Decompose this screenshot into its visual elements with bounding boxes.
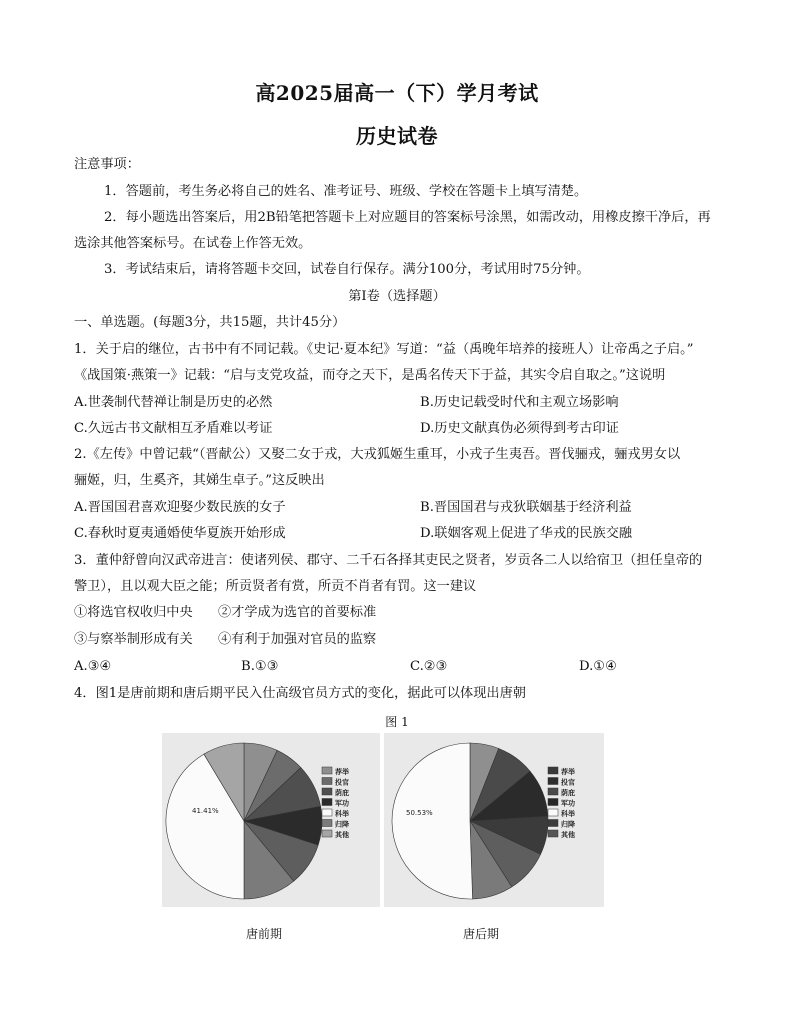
legend-label: 荐举 xyxy=(335,768,349,776)
legend-label: 科举 xyxy=(335,810,349,818)
notice-item-3: 3．考试结束后，请将答题卡交回，试卷自行保存。满分100分，考试用时75分钟。 xyxy=(104,262,590,277)
q3-statement-1: ①将选官权收归中央 xyxy=(74,605,193,620)
legend-label: 科举 xyxy=(561,810,575,818)
legend-label: 荫庇 xyxy=(335,789,349,797)
pie-percent-label: 41.41% xyxy=(192,807,219,815)
exam-subtitle: 历史试卷 xyxy=(356,124,438,148)
q3-stem-line2: 警卫），且以观大臣之能；所贡贤者有赏，所贡不肖者有罚。这一建议 xyxy=(74,579,477,594)
q1-stem-line2: 《战国策·燕策一》记载：“启与支党攻益，而夺之天下，是禹名传天下于益，其实令启自取之。”这说明 xyxy=(74,368,666,383)
q2-stem-line2: 骊姬，归，生奚齐，其娣生卓子。”这反映出 xyxy=(74,473,325,488)
q3-option-c: C.②③ xyxy=(410,659,448,674)
legend-label: 荫庇 xyxy=(561,789,575,797)
legend-swatch xyxy=(322,778,332,785)
chart-late-tang-panel xyxy=(384,733,604,907)
notice-item-1: 1．答题前，考生务必将自己的姓名、准考证号、班级、学校在答题卡上填写清楚。 xyxy=(104,184,588,199)
q2-stem-line1: 2.《左传》中曾记载“（晋献公）又娶二女于戎，大戎狐姬生重耳，小戎子生夷吾。晋伐骊戎，骊戎男女以 xyxy=(74,447,681,462)
chart-early-tang-caption: 唐前期 xyxy=(246,927,283,941)
notice-item-2: 2．每小题选出答案后，用2B铅笔把答题卡上对应题目的答案标号涂黑，如需改动，用橡皮擦干净后，再 xyxy=(104,210,711,225)
pie-slice xyxy=(392,743,473,899)
q4-stem: 4．图1是唐前期和唐后期平民入仕高级官员方式的变化，据此可以体现出唐朝 xyxy=(74,686,526,701)
legend-label: 其他 xyxy=(335,831,349,839)
q3-statement-4: ④有利于加强对官员的监察 xyxy=(218,632,377,647)
chart-late-tang-caption: 唐后期 xyxy=(463,927,500,941)
legend-swatch xyxy=(322,788,332,795)
legend-label: 归降 xyxy=(561,820,575,829)
q1-option-a: A.世袭制代替禅让制是历史的必然 xyxy=(74,395,273,410)
legend-swatch xyxy=(548,820,558,827)
q1-option-d: D.历史文献真伪必须得到考古印证 xyxy=(420,421,619,436)
pie-chart-early-tang xyxy=(162,733,380,907)
q3-statement-3: ③与察举制形成有关 xyxy=(74,632,193,647)
pie-percent-label: 50.53% xyxy=(406,809,433,817)
legend-swatch xyxy=(322,799,332,806)
legend-label: 投官 xyxy=(561,778,575,787)
legend-swatch xyxy=(548,767,558,774)
section-heading: 一、单选题。(每题3分，共15题，共计45分） xyxy=(74,315,346,330)
legend-swatch xyxy=(322,809,332,816)
legend-label: 军功 xyxy=(335,799,349,808)
chart-early-tang-panel xyxy=(162,733,380,907)
q2-option-b: B.晋国国君与戎狄联姻基于经济利益 xyxy=(420,500,632,515)
legend-label: 军功 xyxy=(561,799,575,808)
legend-swatch xyxy=(548,788,558,795)
legend-label: 归降 xyxy=(335,820,349,829)
q1-option-b: B.历史记载受时代和主观立场影响 xyxy=(420,395,619,410)
part-title: 第Ⅰ卷（选择题） xyxy=(348,289,446,304)
legend-label: 荐举 xyxy=(561,768,575,776)
legend-swatch xyxy=(548,778,558,785)
exam-title: 高2025届高一（下）学月考试 xyxy=(255,81,539,105)
q3-stem-line1: 3．董仲舒曾向汉武帝进言：使诸列侯、郡守、二千石各择其吏民之贤者，岁贡各二人以给宿卫（担任皇帝的 xyxy=(74,553,703,568)
q3-option-b: B.①③ xyxy=(241,659,279,674)
legend-swatch xyxy=(322,830,332,837)
legend-swatch xyxy=(322,767,332,774)
legend-swatch xyxy=(548,799,558,806)
q2-option-c: C.春秋时夏夷通婚使华夏族开始形成 xyxy=(74,526,286,541)
notice-heading: 注意事项： xyxy=(74,157,140,172)
q1-option-c: C.久远古书文献相互矛盾难以考证 xyxy=(74,421,273,436)
legend-label: 其他 xyxy=(561,831,575,839)
q1-stem-line1: 1．关于启的继位，古书中有不同记载。《史记·夏本纪》写道：“益（禹晚年培养的接班人）让帝禹之子启。” xyxy=(74,342,694,357)
legend-swatch xyxy=(548,809,558,816)
notice-item-2-cont: 选涂其他答案标号。在试卷上作答无效。 xyxy=(74,236,312,251)
figure-label: 图 1 xyxy=(385,715,409,729)
legend-label: 投官 xyxy=(335,778,349,787)
q2-option-d: D.联姻客观上促进了华戎的民族交融 xyxy=(420,526,633,541)
q3-statement-2: ②才学成为选官的首要标准 xyxy=(218,605,377,620)
q3-option-a: A.③④ xyxy=(74,659,112,674)
legend-swatch xyxy=(322,820,332,827)
q2-option-a: A.晋国国君喜欢迎娶少数民族的女子 xyxy=(74,500,286,515)
legend-swatch xyxy=(548,830,558,837)
pie-chart-late-tang xyxy=(384,733,604,907)
q3-option-d: D.①④ xyxy=(579,659,617,674)
